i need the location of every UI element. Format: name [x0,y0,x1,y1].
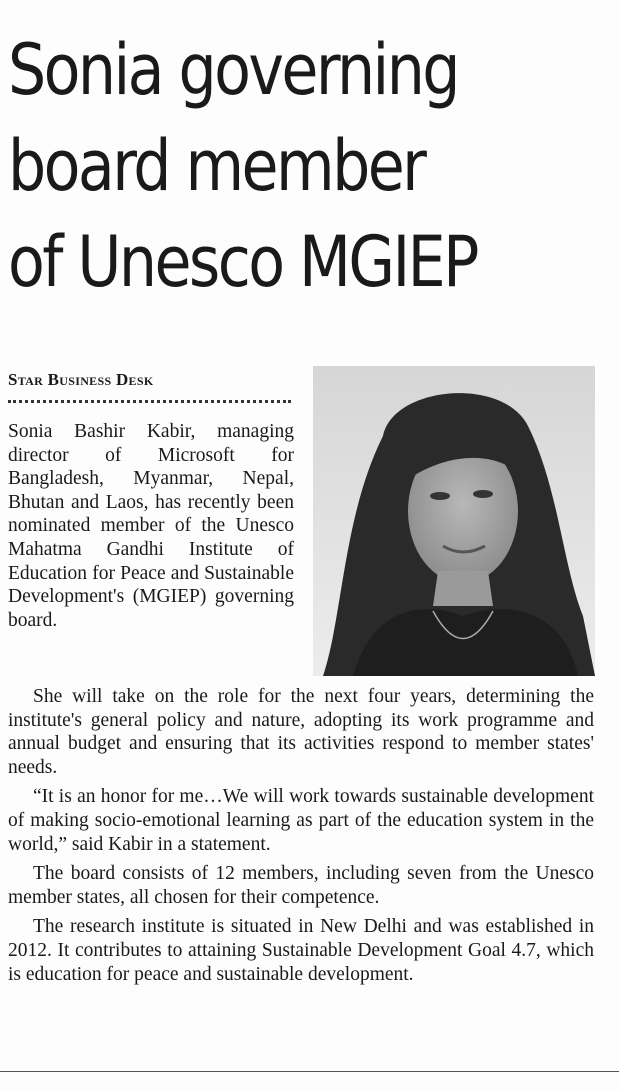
headline-line: board member [8,125,425,207]
byline: Star Business Desk [8,370,154,389]
headline-line: of Unesco MGIEP [8,221,477,303]
body-paragraph: The research institute is situated in New Delhi and was established in 2012. It contributes to attaining Sustainable Development Goal 4.7, which is education for peace and sustainable development. [8,916,594,985]
dotted-divider [8,400,291,403]
headline-line: Sonia governing [8,29,458,111]
portrait-photo [313,366,595,676]
body-paragraph: The board consists of 12 members, including seven from the Unesco member states, all chosen for their competence. [8,863,594,908]
headline [8,22,528,310]
bottom-rule [0,1071,619,1072]
article-body [8,685,594,992]
body-paragraph: “It is an honor for me…We will work towards sustainable development of making socio-emotional learning as part of the education system in the world,” said Kabir in a statement. [8,786,594,855]
portrait-image [313,366,595,676]
lead-paragraph: Sonia Bashir Kabir, managing director of Microsoft for Bangladesh, Myanmar, Nepal, Bhutan and Laos, has recently been nominated member of the Unesco Mahatma Gandhi Institute of Education for Peace and Sustainable Development's (MGIEP) governing board. [8,421,294,631]
body-paragraph: She will take on the role for the next four years, determining the institute's general policy and nature, adopting its work programme and annual budget and ensuring that its activities respond to member states' needs. [8,686,594,778]
